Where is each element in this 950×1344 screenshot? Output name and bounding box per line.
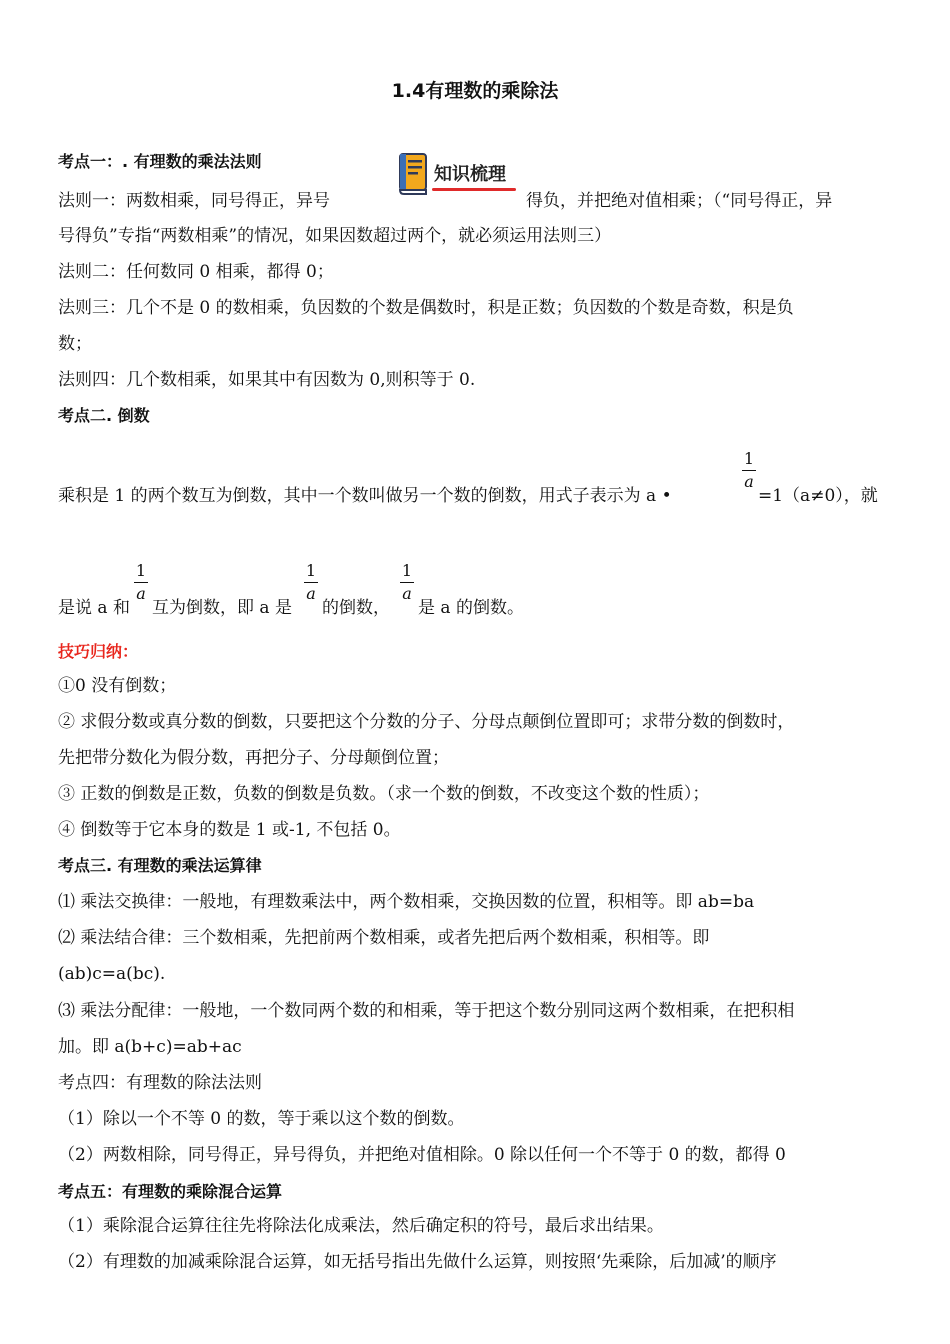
reciprocal-text-a: 乘积是 1 的两个数互为倒数，其中一个数叫做另一个数的倒数，用式子表示为 a • bbox=[58, 486, 672, 506]
rule3-text-b: 数； bbox=[58, 334, 92, 354]
fraction-denominator: a bbox=[744, 472, 754, 491]
fraction-numerator: 1 bbox=[135, 561, 147, 580]
rule2-text: 法则二：任何数同 0 相乘，都得 0； bbox=[58, 262, 334, 282]
fraction-numerator: 1 bbox=[401, 561, 413, 580]
fraction-bar bbox=[134, 582, 148, 583]
division-rule-1: （1）除以一个不等 0 的数，等于乘以这个数的倒数。 bbox=[58, 1109, 465, 1129]
rule1-text-c: 号得负”专指“两数相乘”的情况，如果因数超过两个，就必须运用法则三） bbox=[58, 226, 612, 246]
fraction-bar bbox=[400, 582, 414, 583]
fraction-one-over-a bbox=[400, 562, 414, 603]
mixed-rule-2: （2）有理数的加减乘除混合运算，如无括号指出先做什么运算，则按照‘先乘除，后加减’的顺序 bbox=[58, 1252, 777, 1272]
section-heading-5: 考点五：有理数的乘除混合运算 bbox=[58, 1182, 283, 1201]
section-heading-3: 考点三. 有理数的乘法运算律 bbox=[58, 856, 262, 875]
tip-4: ④ 倒数等于它本身的数是 1 或-1, 不包括 0。 bbox=[58, 820, 401, 840]
reciprocal-text-c4: 是 a 的倒数。 bbox=[418, 598, 524, 618]
fraction-bar bbox=[304, 582, 318, 583]
page-title: 1.4有理数的乘除法 bbox=[391, 80, 559, 102]
fraction-one-over-a bbox=[134, 562, 148, 603]
division-rule-2: （2）两数相除，同号得正，异号得负，并把绝对值相除。0 除以任何一个不等于 0 的数，都得 0 bbox=[58, 1145, 786, 1165]
tip-1: ①0 没有倒数； bbox=[58, 676, 177, 696]
section-heading-4: 考点四：有理数的除法法则 bbox=[58, 1073, 262, 1093]
badge-label: 知识梳理 bbox=[434, 164, 506, 185]
rule1-text-a: 法则一：两数相乘，同号得正，异号 bbox=[58, 191, 330, 211]
fraction-one-over-a bbox=[304, 562, 318, 603]
tips-heading: 技巧归纳： bbox=[58, 642, 139, 661]
fraction-bar bbox=[742, 470, 756, 471]
tip-2a: ② 求假分数或真分数的倒数，只要把这个分数的分子、分母点颠倒位置即可；求带分数的倒数时， bbox=[58, 712, 795, 732]
fraction-denominator: a bbox=[136, 584, 146, 603]
rule1-text-b: 得负，并把绝对值相乘；（“同号得正，异 bbox=[526, 191, 833, 211]
reciprocal-text-c3: 的倒数， bbox=[322, 598, 390, 618]
tip-2b: 先把带分数化为假分数，再把分子、分母颠倒位置； bbox=[58, 748, 449, 768]
section-heading-1: 考点一：. 有理数的乘法法则 bbox=[58, 152, 262, 171]
book-icon bbox=[396, 152, 432, 196]
fraction-one-over-a bbox=[742, 450, 756, 491]
mixed-rule-1: （1）乘除混合运算往往先将除法化成乘法，然后确定积的符号，最后求出结果。 bbox=[58, 1216, 664, 1236]
law-associative-a: ⑵ 乘法结合律：三个数相乘，先把前两个数相乘，或者先把后两个数相乘，积相等。即 bbox=[58, 928, 710, 948]
law-distributive-b: 加。即 a(b+c)=ab+ac bbox=[58, 1037, 242, 1057]
section-heading-2: 考点二. 倒数 bbox=[58, 406, 150, 425]
fraction-numerator: 1 bbox=[305, 561, 317, 580]
fraction-denominator: a bbox=[306, 584, 316, 603]
knowledge-badge bbox=[396, 150, 520, 198]
rule3-text-a: 法则三：几个不是 0 的数相乘，负因数的个数是偶数时，积是正数；负因数的个数是奇数，积是负 bbox=[58, 298, 794, 318]
law-distributive-a: ⑶ 乘法分配律：一般地，一个数同两个数的和相乘，等于把这个数分别同这两个数相乘，在把积相 bbox=[58, 1001, 795, 1021]
rule4-text: 法则四：几个数相乘，如果其中有因数为 0,则积等于 0. bbox=[58, 370, 476, 390]
reciprocal-text-c2: 互为倒数，即 a 是 bbox=[152, 598, 292, 618]
reciprocal-text-b: =1（a≠0），就 bbox=[758, 486, 878, 506]
badge-underline bbox=[432, 188, 516, 191]
tip-3: ③ 正数的倒数是正数，负数的倒数是负数。（求一个数的倒数，不改变这个数的性质）； bbox=[58, 784, 710, 804]
law-commutative: ⑴ 乘法交换律：一般地，有理数乘法中，两个数相乘，交换因数的位置，积相等。即 ab=ba bbox=[58, 892, 755, 912]
fraction-numerator: 1 bbox=[743, 449, 755, 468]
fraction-denominator: a bbox=[402, 584, 412, 603]
reciprocal-text-c1: 是说 a 和 bbox=[58, 598, 130, 618]
law-associative-b: (ab)c=a(bc). bbox=[58, 964, 166, 984]
